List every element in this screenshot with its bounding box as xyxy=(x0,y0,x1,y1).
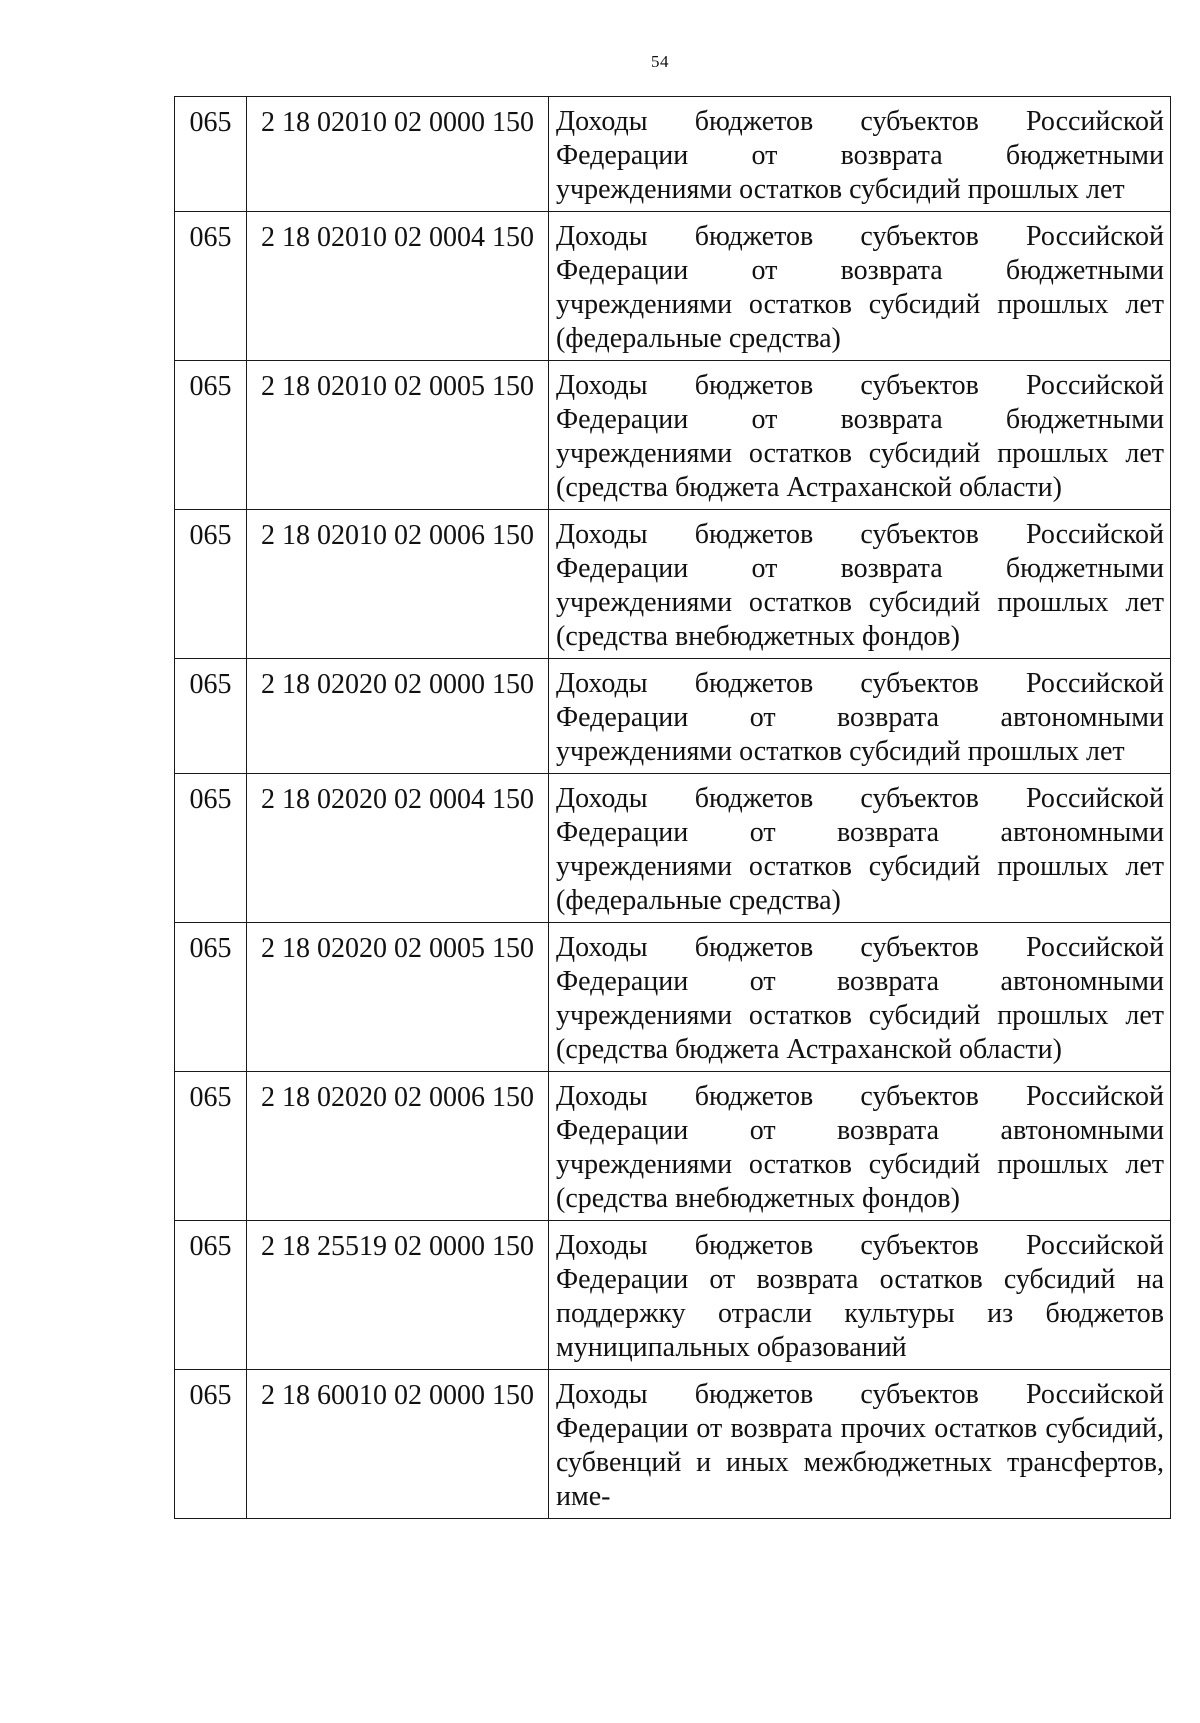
table-body xyxy=(175,97,1171,1519)
table-row xyxy=(175,923,1171,1072)
table-row xyxy=(175,1370,1171,1519)
admin-code-cell: 065 xyxy=(175,774,247,923)
description-cell: Доходы бюджетов субъектов Российской Федерации от возврата прочих остатков субсидий, субвенций и иных межбюджетных трансфертов, име- xyxy=(549,1370,1171,1519)
budget-code-cell: 2 18 02020 02 0006 150 xyxy=(247,1072,549,1221)
description-cell: Доходы бюджетов субъектов Российской Федерации от возврата остатков субсидий на поддержку отрасли культуры из бюджетов муниципальных образований xyxy=(549,1221,1171,1370)
budget-code-cell: 2 18 02020 02 0005 150 xyxy=(247,923,549,1072)
table-row xyxy=(175,212,1171,361)
admin-code-cell: 065 xyxy=(175,1221,247,1370)
admin-code-cell: 065 xyxy=(175,1370,247,1519)
admin-code-cell: 065 xyxy=(175,97,247,212)
budget-code-cell: 2 18 02010 02 0004 150 xyxy=(247,212,549,361)
description-cell: Доходы бюджетов субъектов Российской Федерации от возврата автономными учреждениями остатков субсидий прошлых лет (средства внебюджетных фондов) xyxy=(549,1072,1171,1221)
description-cell: Доходы бюджетов субъектов Российской Федерации от возврата бюджетными учреждениями остатков субсидий прошлых лет (федеральные средства) xyxy=(549,212,1171,361)
table-row xyxy=(175,361,1171,510)
description-cell: Доходы бюджетов субъектов Российской Федерации от возврата бюджетными учреждениями остатков субсидий прошлых лет xyxy=(549,97,1171,212)
description-cell: Доходы бюджетов субъектов Российской Федерации от возврата автономными учреждениями остатков субсидий прошлых лет (федеральные средства) xyxy=(549,774,1171,923)
admin-code-cell: 065 xyxy=(175,212,247,361)
budget-code-cell: 2 18 02010 02 0005 150 xyxy=(247,361,549,510)
admin-code-cell: 065 xyxy=(175,361,247,510)
budget-code-cell: 2 18 02010 02 0006 150 xyxy=(247,510,549,659)
description-cell: Доходы бюджетов субъектов Российской Федерации от возврата автономными учреждениями остатков субсидий прошлых лет xyxy=(549,659,1171,774)
table-row xyxy=(175,510,1171,659)
budget-code-cell: 2 18 02020 02 0004 150 xyxy=(247,774,549,923)
budget-code-cell: 2 18 25519 02 0000 150 xyxy=(247,1221,549,1370)
page-number: 54 xyxy=(651,52,669,71)
table-row xyxy=(175,774,1171,923)
revenue-code-table xyxy=(174,96,1171,1519)
admin-code-cell: 065 xyxy=(175,923,247,1072)
admin-code-cell: 065 xyxy=(175,659,247,774)
description-cell: Доходы бюджетов субъектов Российской Федерации от возврата автономными учреждениями остатков субсидий прошлых лет (средства бюджета Астраханской области) xyxy=(549,923,1171,1072)
table-row xyxy=(175,97,1171,212)
budget-code-cell: 2 18 02020 02 0000 150 xyxy=(247,659,549,774)
table-row xyxy=(175,659,1171,774)
description-cell: Доходы бюджетов субъектов Российской Федерации от возврата бюджетными учреждениями остатков субсидий прошлых лет (средства внебюджетных фондов) xyxy=(549,510,1171,659)
admin-code-cell: 065 xyxy=(175,510,247,659)
table-row xyxy=(175,1221,1171,1370)
admin-code-cell: 065 xyxy=(175,1072,247,1221)
table-row xyxy=(175,1072,1171,1221)
budget-code-cell: 2 18 02010 02 0000 150 xyxy=(247,97,549,212)
description-cell: Доходы бюджетов субъектов Российской Федерации от возврата бюджетными учреждениями остатков субсидий прошлых лет (средства бюджета Астраханской области) xyxy=(549,361,1171,510)
budget-code-cell: 2 18 60010 02 0000 150 xyxy=(247,1370,549,1519)
